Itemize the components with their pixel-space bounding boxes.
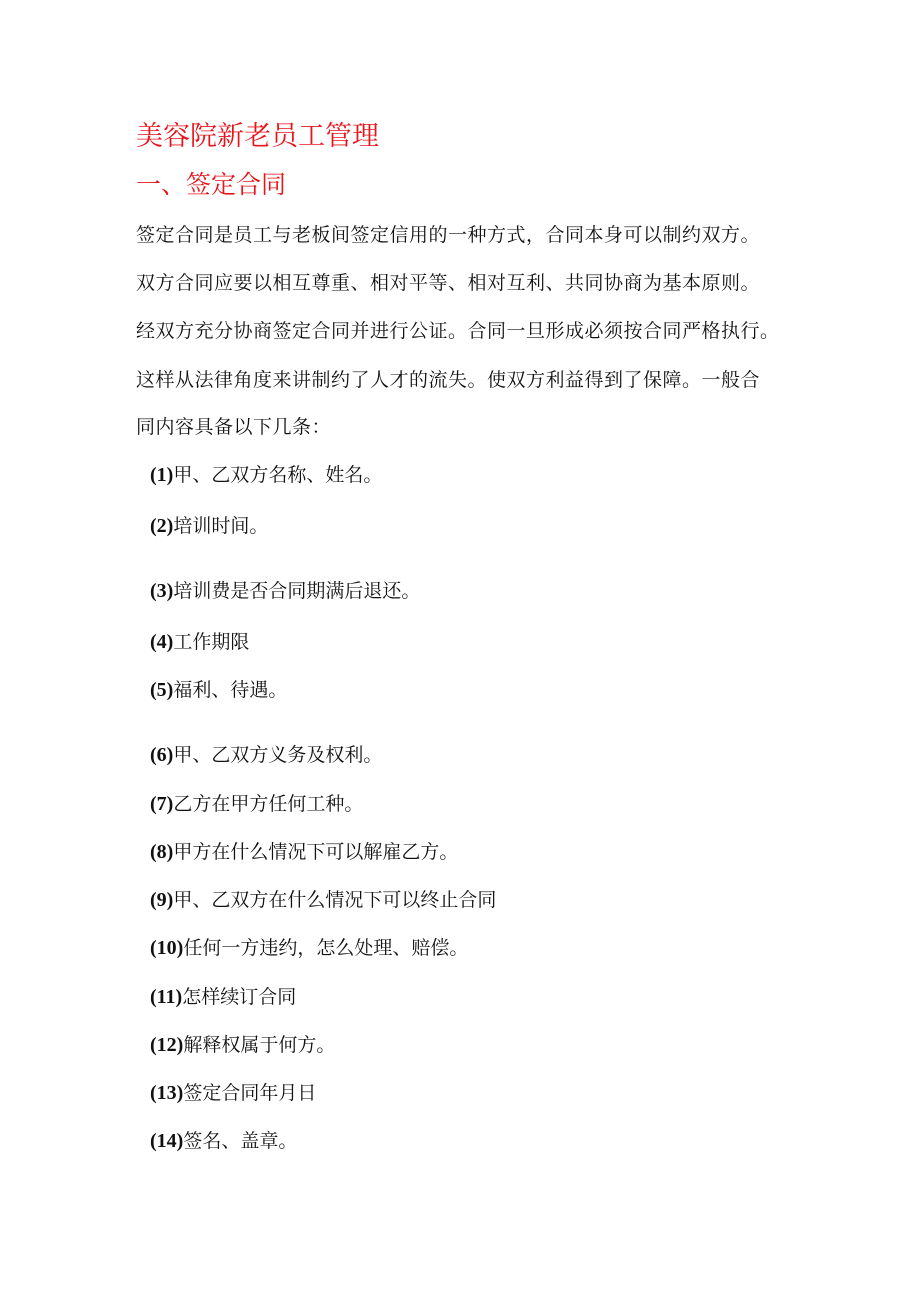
- list-item-text: 签名、盖章。: [183, 1130, 298, 1152]
- list-item-number: (7): [150, 793, 174, 815]
- list-item: [150, 983, 296, 1011]
- list-item: [150, 790, 363, 818]
- list-item-text: 培训时间。: [173, 515, 269, 537]
- list-item: [150, 676, 287, 704]
- list-item: [150, 934, 468, 962]
- list-item: [150, 1127, 297, 1155]
- list-item-text: 任何一方违约，怎么处理、赔偿。: [183, 937, 469, 959]
- list-item: [150, 741, 382, 769]
- list-item-text: 怎样续订合同: [182, 986, 297, 1008]
- list-item-text: 甲方在什么情况下可以解雇乙方。: [173, 841, 459, 863]
- section-heading: 一、签定合同: [136, 170, 287, 199]
- list-item-number: (13): [150, 1082, 184, 1104]
- list-item: [150, 512, 268, 540]
- list-item-number: (11): [150, 986, 183, 1008]
- list-item: [150, 1031, 335, 1059]
- list-item-number: (9): [150, 889, 174, 911]
- list-item-number: (10): [150, 937, 184, 959]
- list-item-number: (3): [150, 580, 174, 602]
- list-item-text: 福利、待遇。: [173, 679, 288, 701]
- paragraph-line: 签定合同是员工与老板间签定信用的一种方式，合同本身可以制约双方。: [136, 224, 761, 246]
- paragraph-line: 同内容具备以下几条：: [136, 416, 332, 438]
- list-item-number: (8): [150, 841, 174, 863]
- list-item-text: 甲、乙双方在什么情况下可以终止合同: [173, 889, 497, 911]
- list-item-number: (4): [150, 631, 174, 653]
- list-item-text: 解释权属于何方。: [183, 1034, 336, 1056]
- list-item: [150, 628, 249, 656]
- paragraph-line: 双方合同应要以相互尊重、相对平等、相对互利、共同协商为基本原则。: [136, 272, 761, 294]
- list-item: [150, 886, 496, 914]
- document-title: 美容院新老员工管理: [136, 121, 379, 152]
- paragraph-line: 这样从法律角度来讲制约了人才的流失。使双方利益得到了保障。一般合: [136, 369, 761, 391]
- list-item-number: (14): [150, 1130, 184, 1152]
- list-item-text: 甲、乙双方义务及权利。: [173, 744, 383, 766]
- list-item-text: 工作期限: [173, 631, 250, 653]
- list-item-text: 甲、乙双方名称、姓名。: [173, 464, 383, 486]
- list-item-text: 培训费是否合同期满后退还。: [173, 580, 421, 602]
- list-item: [150, 461, 382, 489]
- list-item-number: (12): [150, 1034, 184, 1056]
- list-item: [150, 1079, 316, 1107]
- list-item-number: (6): [150, 744, 174, 766]
- list-item-text: 签定合同年月日: [183, 1082, 317, 1104]
- list-item-text: 乙方在甲方任何工种。: [173, 793, 364, 815]
- paragraph-line: 经双方充分协商签定合同并进行公证。合同一旦形成必须按合同严格执行。: [136, 320, 780, 342]
- list-item: [150, 838, 458, 866]
- list-item-number: (2): [150, 515, 174, 537]
- list-item-number: (1): [150, 464, 174, 486]
- list-item: [150, 577, 420, 605]
- list-item-number: (5): [150, 679, 174, 701]
